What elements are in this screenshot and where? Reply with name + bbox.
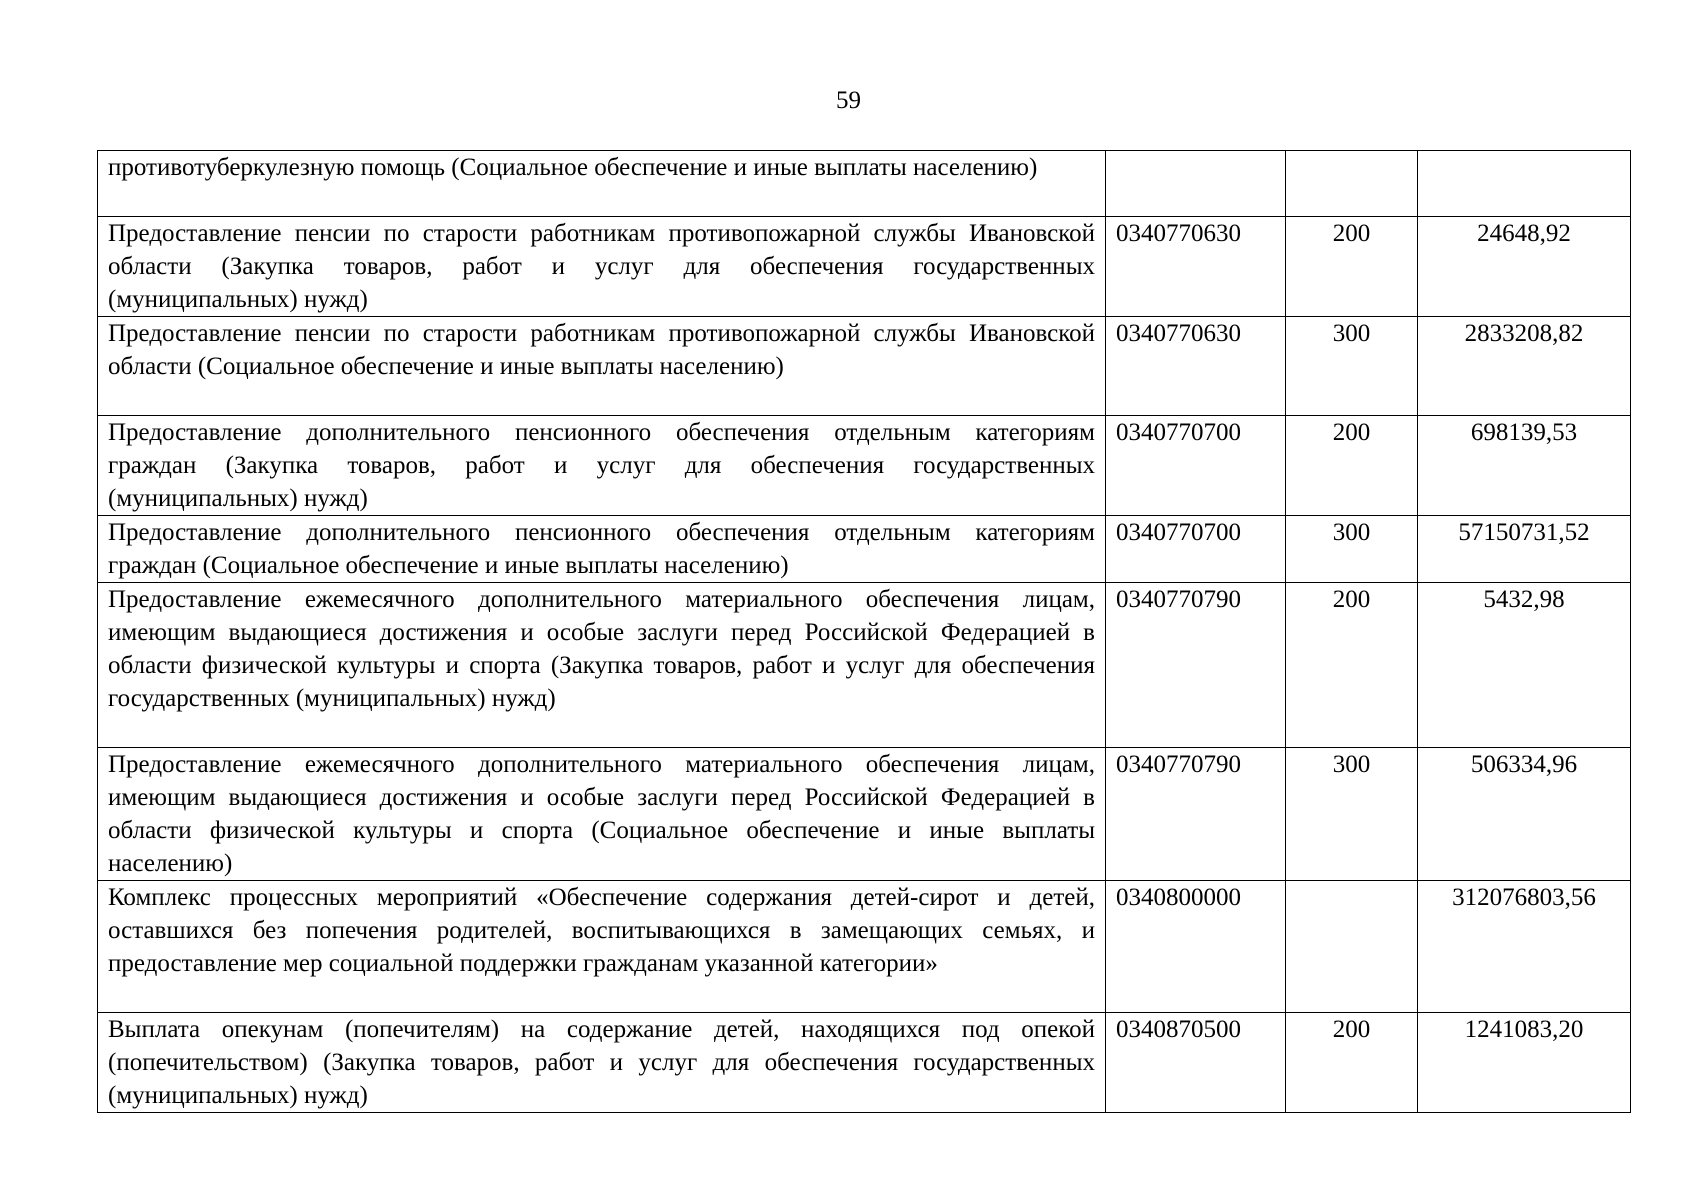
table-row (98, 748, 1631, 881)
row-name-cell: Предоставление ежемесячного дополнительного материального обеспечения лицам, имеющим выдающиеся достижения и особые заслуги перед Российской Федерацией в области физической культуры и спорта (Социальное обеспечение и иные выплаты населению) (98, 748, 1106, 881)
table-row (98, 516, 1631, 583)
row-expense-type-cell (1286, 151, 1418, 217)
row-amount-cell: 57150731,52 (1418, 516, 1631, 583)
row-code-cell: 0340770630 (1106, 217, 1286, 317)
row-expense-type-cell (1286, 881, 1418, 1013)
row-amount-cell: 506334,96 (1418, 748, 1631, 881)
row-code-cell: 0340800000 (1106, 881, 1286, 1013)
table-row (98, 416, 1631, 516)
row-code-cell: 0340770630 (1106, 317, 1286, 416)
row-expense-type-cell: 200 (1286, 217, 1418, 317)
row-name-cell: противотуберкулезную помощь (Социальное обеспечение и иные выплаты населению) (98, 151, 1106, 217)
row-name-cell: Предоставление дополнительного пенсионного обеспечения отдельным категориям граждан (Закупка товаров, работ и услуг для обеспечения государственных (муниципальных) нужд) (98, 416, 1106, 516)
row-code-cell: 0340770790 (1106, 748, 1286, 881)
row-name-cell: Выплата опекунам (попечителям) на содержание детей, находящихся под опекой (попечительством) (Закупка товаров, работ и услуг для обеспечения государственных (муниципальных) нужд) (98, 1013, 1106, 1113)
table-row (98, 317, 1631, 416)
row-code-cell: 0340770790 (1106, 583, 1286, 748)
row-expense-type-cell: 300 (1286, 516, 1418, 583)
table-row (98, 881, 1631, 1013)
row-amount-cell: 1241083,20 (1418, 1013, 1631, 1113)
table-row (98, 1013, 1631, 1113)
row-expense-type-cell: 300 (1286, 748, 1418, 881)
row-name-cell: Предоставление пенсии по старости работникам противопожарной службы Ивановской области (Закупка товаров, работ и услуг для обеспечения государственных (муниципальных) нужд) (98, 217, 1106, 317)
row-amount-cell: 312076803,56 (1418, 881, 1631, 1013)
page-number: 59 (836, 87, 861, 114)
row-amount-cell: 698139,53 (1418, 416, 1631, 516)
row-code-cell (1106, 151, 1286, 217)
row-expense-type-cell: 200 (1286, 416, 1418, 516)
row-code-cell: 0340870500 (1106, 1013, 1286, 1113)
table-row (98, 217, 1631, 317)
row-code-cell: 0340770700 (1106, 416, 1286, 516)
row-name-cell: Комплекс процессных мероприятий «Обеспечение содержания детей-сирот и детей, оставшихся без попечения родителей, воспитывающихся в замещающих семьях, и предоставление мер социальной поддержки гражданам указанной категории» (98, 881, 1106, 1013)
row-code-cell: 0340770700 (1106, 516, 1286, 583)
row-name-cell: Предоставление дополнительного пенсионного обеспечения отдельным категориям граждан (Социальное обеспечение и иные выплаты населению) (98, 516, 1106, 583)
budget-table (97, 150, 1631, 1113)
row-amount-cell: 2833208,82 (1418, 317, 1631, 416)
table-row (98, 151, 1631, 217)
row-expense-type-cell: 200 (1286, 1013, 1418, 1113)
row-amount-cell (1418, 151, 1631, 217)
row-name-cell: Предоставление ежемесячного дополнительного материального обеспечения лицам, имеющим выдающиеся достижения и особые заслуги перед Российской Федерацией в области физической культуры и спорта (Закупка товаров, работ и услуг для обеспечения государственных (муниципальных) нужд) (98, 583, 1106, 748)
row-amount-cell: 24648,92 (1418, 217, 1631, 317)
row-amount-cell: 5432,98 (1418, 583, 1631, 748)
row-expense-type-cell: 300 (1286, 317, 1418, 416)
row-expense-type-cell: 200 (1286, 583, 1418, 748)
row-name-cell: Предоставление пенсии по старости работникам противопожарной службы Ивановской области (Социальное обеспечение и иные выплаты населению) (98, 317, 1106, 416)
table-row (98, 583, 1631, 748)
